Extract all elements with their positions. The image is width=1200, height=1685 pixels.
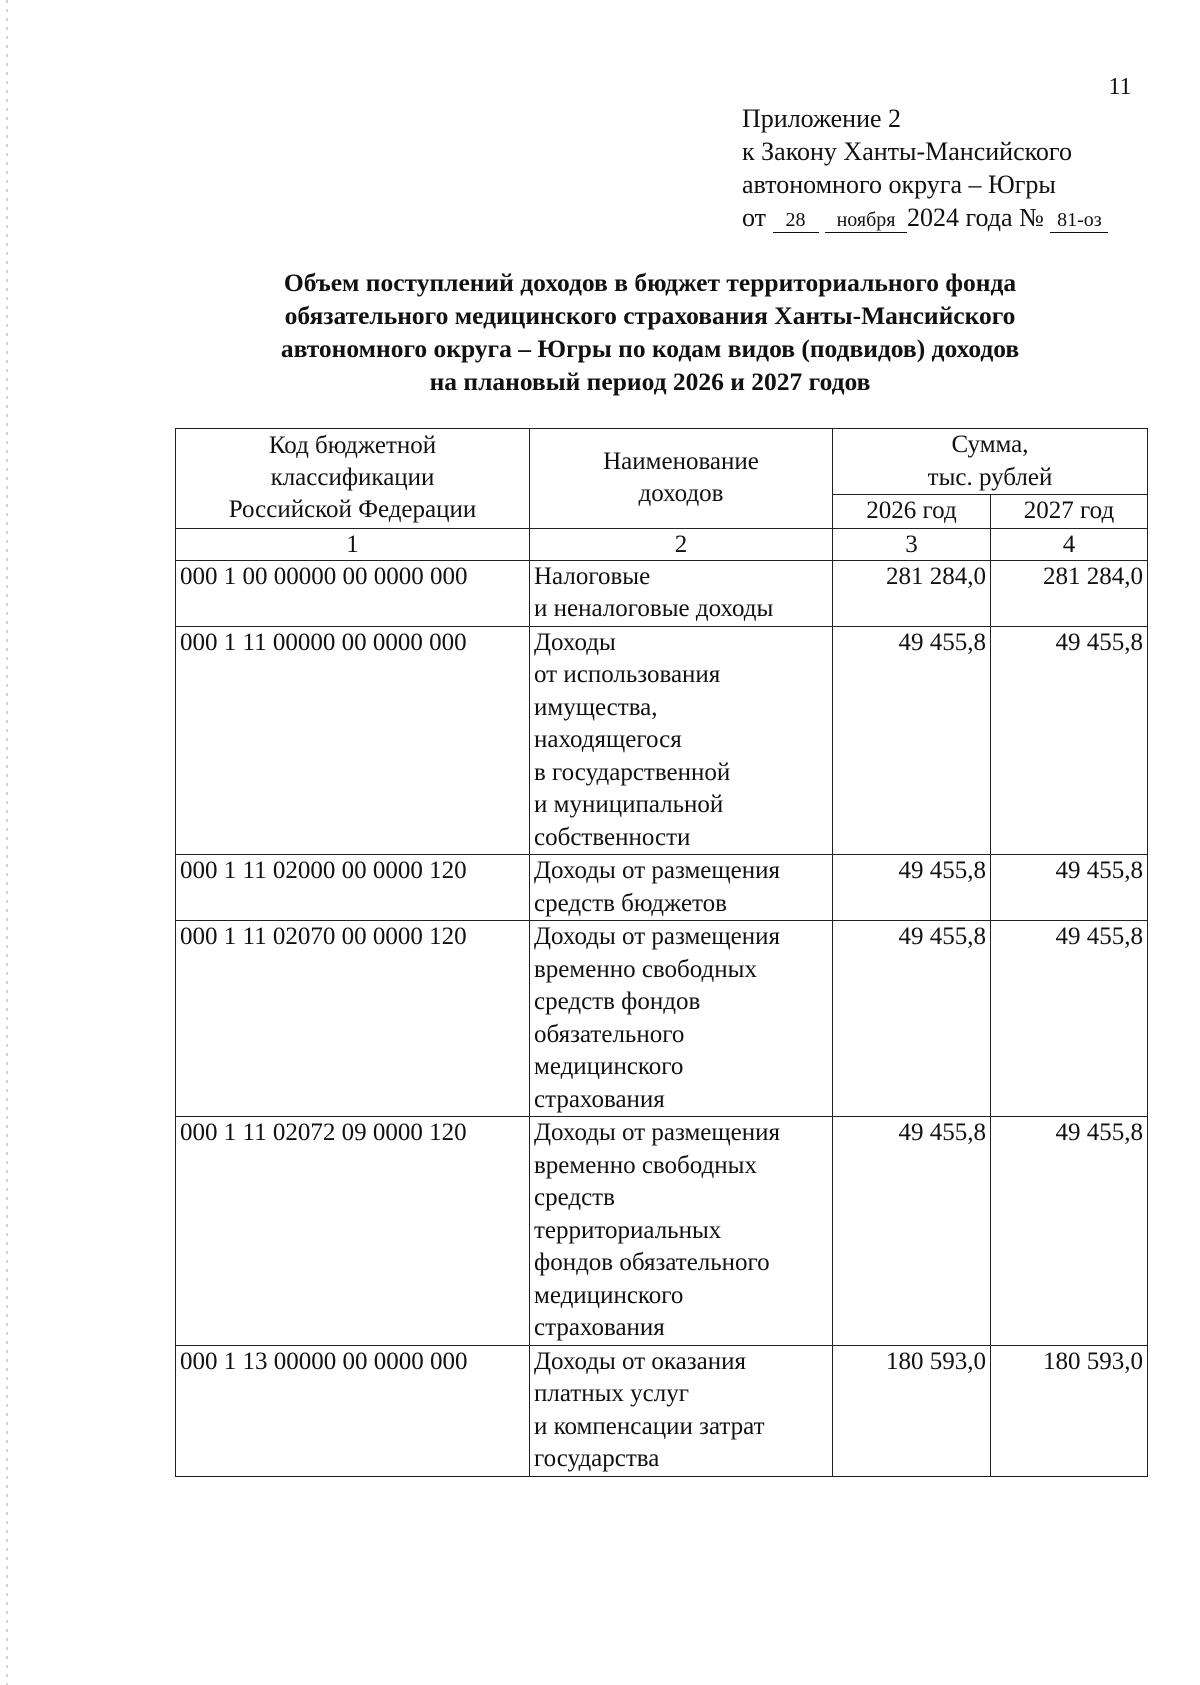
amount-2027-cell: 281 284,0 [991, 560, 1148, 626]
revenue-name-line: и компенсации затрат [534, 1412, 765, 1440]
header-code [176, 429, 530, 529]
revenue-name-line: Доходы [534, 628, 616, 656]
appendix-line-2: к Закону Ханты-Мансийского [742, 137, 1072, 166]
document-title [175, 266, 1125, 398]
handwritten-day: 28 [773, 208, 819, 233]
revenue-name-line: временно свободных [534, 1151, 757, 1179]
table-row [176, 1117, 1148, 1346]
revenue-name-line: Доходы от размещения [534, 923, 781, 950]
header-code-line: Российской Федерации [228, 496, 477, 524]
revenue-table [175, 428, 1148, 1477]
column-number-row [176, 528, 1148, 560]
budget-code-cell: 000 1 11 02072 09 0000 120 [176, 1117, 530, 1346]
header-code-line: классификации [270, 464, 435, 492]
budget-code-cell: 000 1 13 00000 00 0000 000 [176, 1345, 530, 1476]
table-row [176, 560, 1148, 626]
date-prefix: от [742, 203, 767, 232]
revenue-name-cell [530, 1117, 833, 1346]
revenue-name-cell [530, 855, 833, 921]
title-line-2: обязательного медицинского страхования Ханты-Мансийского [284, 301, 1016, 330]
table-row [176, 855, 1148, 921]
header-code-line: Код бюджетной [268, 432, 437, 460]
appendix-line-1: Приложение 2 [742, 104, 902, 133]
amount-2027-cell: 49 455,8 [991, 1117, 1148, 1346]
header-name-line: Наименование [603, 447, 759, 475]
header-sum-line: тыс. рублей [927, 463, 1053, 491]
header-sum-line: Сумма, [951, 431, 1029, 458]
revenue-name-line: Налоговые [534, 562, 651, 590]
amount-2027-cell: 49 455,8 [991, 921, 1148, 1117]
budget-code-cell: 000 1 00 00000 00 0000 000 [176, 560, 530, 626]
column-number: 2 [530, 528, 833, 560]
revenue-name-line: средств [534, 1184, 615, 1211]
amount-2027-cell: 180 593,0 [991, 1345, 1148, 1476]
revenue-name-line: средств бюджетов [534, 889, 727, 917]
title-line-4: на плановый период 2026 и 2027 годов [429, 367, 871, 396]
title-line-3: автономного округа – Югры по кодам видов (подвидов) доходов [280, 334, 1020, 363]
revenue-name-line: Доходы от оказания [534, 1347, 746, 1375]
revenue-name-line: территориальных [534, 1216, 722, 1244]
appendix-line-3: автономного округа – Югры [742, 170, 1056, 199]
title-line-1: Объем поступлений доходов в бюджет территориального фонда [283, 268, 1017, 297]
column-number: 3 [833, 528, 991, 560]
appendix-block [742, 102, 1142, 234]
budget-code-cell: 000 1 11 02000 00 0000 120 [176, 855, 530, 921]
column-number: 1 [176, 528, 530, 560]
handwritten-law-number: 81-оз [1050, 208, 1108, 233]
year-text: 2024 года № [907, 203, 1044, 232]
revenue-name-line: страхования [534, 1085, 665, 1113]
revenue-name-line: обязательного [534, 1020, 685, 1048]
amount-2027-cell: 49 455,8 [991, 626, 1148, 855]
amount-2026-cell: 49 455,8 [833, 921, 991, 1117]
scan-edge [6, 0, 8, 1685]
column-number: 4 [991, 528, 1148, 560]
revenue-name-line: имущества, [534, 693, 658, 721]
revenue-name-line: платных услуг [534, 1380, 689, 1407]
header-name-line: доходов [638, 480, 724, 508]
revenue-name-line: фондов обязательного [534, 1249, 770, 1276]
revenue-name-line: от использования [534, 661, 721, 688]
budget-code-cell: 000 1 11 02070 00 0000 120 [176, 921, 530, 1117]
revenue-name-line: собственности [534, 823, 691, 851]
revenue-name-line: медицинского [534, 1281, 684, 1309]
revenue-name-line: временно свободных [534, 955, 757, 983]
revenue-name-line: государства [534, 1445, 660, 1472]
revenue-name-cell [530, 626, 833, 855]
table-row [176, 1345, 1148, 1476]
revenue-name-cell [530, 921, 833, 1117]
header-sum [833, 429, 1148, 495]
amount-2026-cell: 49 455,8 [833, 626, 991, 855]
revenue-name-line: находящегося [534, 726, 682, 753]
appendix-date-line [742, 201, 1142, 234]
page-number: 11 [1108, 74, 1132, 100]
revenue-name-line: средств фондов [534, 988, 701, 1015]
revenue-name-cell [530, 1345, 833, 1476]
table-row [176, 626, 1148, 855]
revenue-name-cell [530, 560, 833, 626]
handwritten-month: ноября [825, 208, 907, 233]
amount-2026-cell: 49 455,8 [833, 1117, 991, 1346]
header-name [530, 429, 833, 529]
revenue-name-line: Доходы от размещения [534, 857, 781, 884]
amount-2026-cell: 281 284,0 [833, 560, 991, 626]
revenue-name-line: и неналоговые доходы [534, 595, 774, 622]
revenue-name-line: и муниципальной [534, 791, 724, 818]
revenue-name-line: страхования [534, 1314, 665, 1341]
amount-2026-cell: 49 455,8 [833, 855, 991, 921]
amount-2027-cell: 49 455,8 [991, 855, 1148, 921]
header-year-2026: 2026 год [833, 495, 991, 529]
header-year-2027: 2027 год [991, 495, 1148, 529]
table-row [176, 921, 1148, 1117]
revenue-name-line: в государственной [534, 758, 731, 786]
budget-code-cell: 000 1 11 00000 00 0000 000 [176, 626, 530, 855]
revenue-name-line: Доходы от размещения [534, 1119, 781, 1146]
amount-2026-cell: 180 593,0 [833, 1345, 991, 1476]
revenue-name-line: медицинского [534, 1053, 684, 1080]
table-body [176, 560, 1148, 1476]
